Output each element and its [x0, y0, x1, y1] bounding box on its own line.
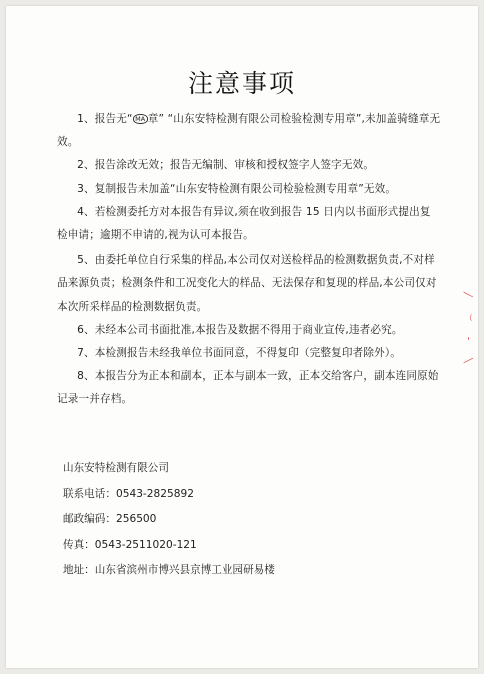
note-item-1: [57, 108, 441, 154]
note-item-5: 5、由委托单位自行采集的样品,本公司仅对送检样品的检测数据负责,不对样品来源负责；检测条件和工况变化大的样品、无法保存和复现的样品,本公司仅对本次所采样品的检测数据负责。: [57, 254, 437, 313]
seam-stamp-marks: [462, 290, 476, 380]
postcode-line: [63, 507, 443, 533]
report-page: [6, 6, 478, 668]
postcode-label: 邮政编码：: [63, 513, 116, 526]
note-item-8: 8、本报告分为正本和副本，正本与副本一致，正本交给客户，副本连同原始记录一并存档。: [57, 370, 439, 406]
note-item-4: 4、若检测委托方对本报告有异议,须在收到报告 15 日内以书面形式提出复检申请；逾期不申请的,视为认可本报告。: [57, 205, 431, 242]
seam-stamp-mark-icon: ⁃: [463, 336, 473, 341]
ma-certification-icon: MA: [133, 114, 148, 124]
notes-list: [57, 108, 441, 412]
phone-value: 0543-2825892: [115, 487, 194, 500]
seam-stamp-mark-icon: ╱: [463, 292, 473, 297]
note-1-suffix: 章” “山东安特检测有限公司检验检测专用章”,未加盖骑缝章无效。: [57, 113, 441, 149]
seam-stamp-mark-icon: ╲: [463, 358, 473, 363]
contact-block: [63, 456, 443, 584]
note-item-2: 2、报告涂改无效；报告无编制、审核和授权签字人签字无效。: [77, 159, 375, 172]
fax-value: 0543-2511020-121: [94, 538, 197, 551]
address-label: 地址：: [63, 564, 95, 577]
note-1-prefix: 1、报告无“: [77, 113, 133, 125]
fax-label: 传真：: [63, 538, 95, 551]
postcode-value: 256500: [115, 513, 157, 526]
note-item-6: 6、未经本公司书面批准,本报告及数据不得用于商业宣传,违者必究。: [77, 323, 403, 336]
page-title: 注意事项: [187, 69, 296, 98]
address-value: 山东省滨州市博兴县京博工业园研易楼: [94, 564, 275, 577]
phone-label: 联系电话：: [63, 487, 116, 500]
company-name: 山东安特检测有限公司: [63, 462, 169, 474]
address-line: [63, 558, 443, 584]
note-item-7: 7、本检测报告未经我单位书面同意，不得复印（完整复印者除外）。: [77, 347, 402, 360]
phone-line: [63, 482, 443, 508]
fax-line: [63, 533, 443, 559]
seam-stamp-mark-icon: ︶: [463, 313, 473, 322]
note-item-3: 3、复制报告未加盖“山东安特检测有限公司检验检测专用章”无效。: [77, 182, 397, 195]
